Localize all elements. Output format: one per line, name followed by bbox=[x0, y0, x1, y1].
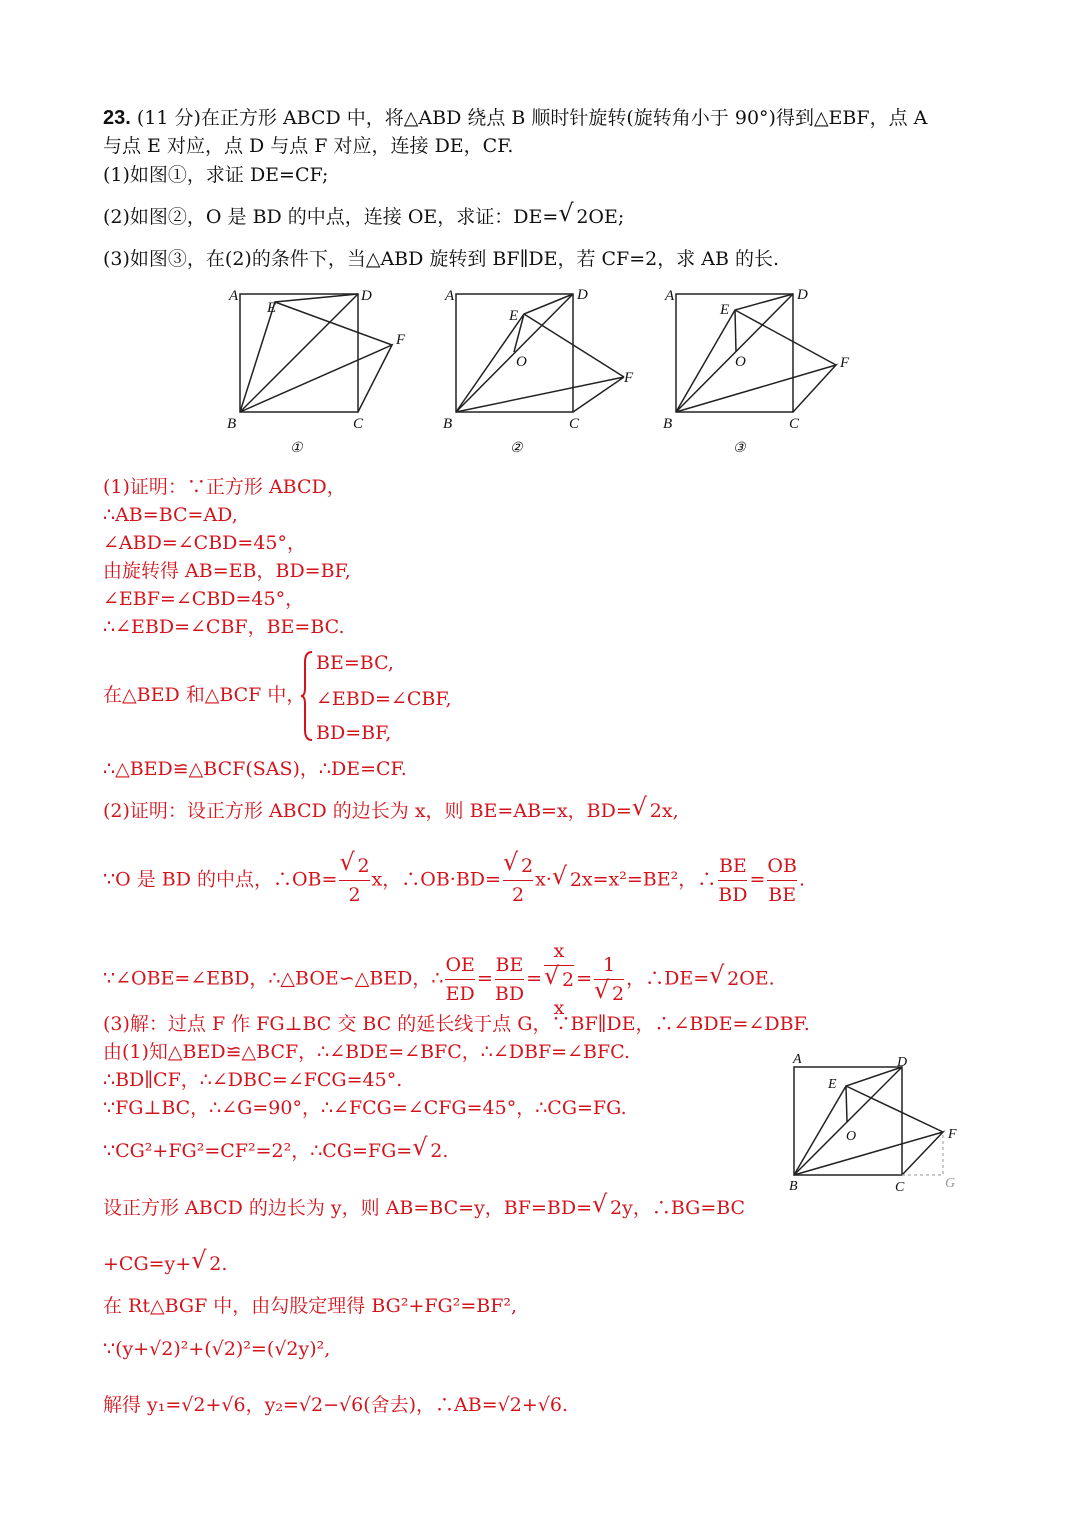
case-2: ∠EBD=∠CBF, bbox=[316, 688, 452, 710]
caption-2: ② bbox=[510, 441, 523, 456]
svg-text:F: F bbox=[948, 1127, 957, 1142]
sol-line-4: 由旋转得 AB=EB，BD=BF, bbox=[103, 560, 351, 582]
question-part-2: (2)如图②，O 是 BD 的中点，连接 OE，求证：DE=√ 2OE; bbox=[103, 204, 624, 230]
question-line-1 bbox=[103, 105, 927, 131]
p3-line-5: ∵CG²+FG²=CF²=2²，∴CG=FG=√ 2. bbox=[103, 1138, 448, 1164]
question-text-1: (11 分)在正方形 ABCD 中，将△ABD 绕点 B 顺时针旋转(旋转角小于 90°)得到△EBF，点 A bbox=[136, 107, 928, 129]
svg-text:B: B bbox=[443, 416, 453, 432]
caption-3: ③ bbox=[733, 441, 746, 456]
label-d: D bbox=[361, 288, 372, 304]
label-e: E bbox=[267, 300, 277, 316]
sol-line-5: ∠EBF=∠CBD=45°， bbox=[103, 588, 305, 610]
svg-text:A: A bbox=[665, 288, 675, 304]
svg-text:O: O bbox=[735, 354, 746, 370]
system-brace bbox=[300, 650, 314, 742]
p2-line-1: (2)证明：设正方形 ABCD 的边长为 x，则 BE=AB=x，BD=√ 2x, bbox=[103, 798, 679, 824]
svg-text:B: B bbox=[789, 1179, 798, 1194]
question-number: 23. bbox=[103, 107, 131, 129]
p3-line-9: ∵(y+√2)²+(√2)²=(√2y)², bbox=[103, 1338, 331, 1360]
p2-line-3: ∵∠OBE=∠EBD，∴△BOE∽△BED，∴ $\frac{OE}{ED}$ = $\frac{BE}{BD}$ = x √ 2 x = 1 √ 2 ，∴DE=√ 2OE. bbox=[103, 937, 775, 1022]
case-3: BD=BF, bbox=[316, 722, 392, 744]
svg-text:E: E bbox=[509, 308, 519, 324]
sol-line-7: 在△BED 和△BCF 中， bbox=[103, 684, 306, 706]
p3-line-2: 由(1)知△BED≌△BCF，∴∠BDE=∠BFC，∴∠DBF=∠BFC. bbox=[103, 1041, 631, 1063]
figure-2 bbox=[436, 282, 646, 457]
question-part-3: (3)如图③，在(2)的条件下，当△ABD 旋转到 BF∥DE，若 CF=2，求 AB 的长. bbox=[103, 248, 780, 270]
sol-line-6: ∴∠EBD=∠CBF，BE=BC. bbox=[103, 616, 345, 638]
figure-3 bbox=[656, 282, 866, 457]
svg-text:D: D bbox=[797, 287, 808, 303]
svg-text:O: O bbox=[846, 1129, 857, 1144]
figure-solution bbox=[780, 1050, 965, 1200]
caption-1: ① bbox=[290, 441, 303, 456]
svg-text:E: E bbox=[828, 1077, 837, 1092]
label-a: A bbox=[229, 288, 239, 304]
p3-line-6: 设正方形 ABCD 的边长为 y，则 AB=BC=y，BF=BD=√ 2y，∴BG=BC bbox=[103, 1195, 745, 1221]
svg-text:G: G bbox=[945, 1176, 956, 1191]
label-b: B bbox=[227, 416, 237, 432]
svg-text:A: A bbox=[793, 1052, 802, 1067]
p3-line-3: ∴BD∥CF，∴∠DBC=∠FCG=45°. bbox=[103, 1069, 403, 1091]
svg-text:F: F bbox=[624, 370, 634, 386]
svg-text:F: F bbox=[840, 355, 850, 371]
svg-text:C: C bbox=[789, 416, 800, 432]
p3-line-10: 解得 y₁=√2+√6，y₂=√2−√6(舍去)，∴AB=√2+√6. bbox=[103, 1394, 568, 1416]
p3-line-1: (3)解：过点 F 作 FG⊥BC 交 BC 的延长线于点 G，∵BF∥DE，∴∠BDE=∠DBF. bbox=[103, 1013, 810, 1035]
sol-line-3: ∠ABD=∠CBD=45°， bbox=[103, 532, 307, 554]
p2-line-2: ∵O 是 BD 的中点，∴OB= √ $\frac{2}{2}$ x，∴OB·BD= √ $\frac{2}{2}$ x·√ 2x=x²=BE²，∴ $\frac{BE}{BD}$ = $\frac{OB}{BE}$ . bbox=[103, 852, 805, 909]
sol-line-2: ∴AB=BC=AD, bbox=[103, 504, 238, 526]
p3-line-8: 在 Rt△BGF 中，由勾股定理得 BG²+FG²=BF², bbox=[103, 1295, 518, 1317]
sol-line-8: ∴△BED≌△BCF(SAS)，∴DE=CF. bbox=[103, 758, 407, 780]
svg-text:C: C bbox=[895, 1180, 905, 1195]
p3-line-7: +CG=y+√ 2. bbox=[103, 1251, 227, 1277]
label-c: C bbox=[353, 416, 364, 432]
p3-line-4: ∵FG⊥BC，∴∠G=90°，∴∠FCG=∠CFG=45°，∴CG=FG. bbox=[103, 1097, 627, 1119]
svg-text:B: B bbox=[663, 416, 673, 432]
question-line-2: 与点 E 对应，点 D 与点 F 对应，连接 DE，CF. bbox=[103, 135, 514, 157]
question-part-1: (1)如图①，求证 DE=CF; bbox=[103, 164, 329, 186]
label-f: F bbox=[396, 332, 406, 348]
svg-text:D: D bbox=[577, 287, 588, 303]
svg-text:O: O bbox=[516, 354, 527, 370]
svg-text:E: E bbox=[720, 302, 730, 318]
case-1: BE=BC, bbox=[316, 652, 394, 674]
figure-1 bbox=[220, 282, 420, 457]
sol-line-1: (1)证明：∵正方形 ABCD， bbox=[103, 476, 346, 498]
svg-text:C: C bbox=[569, 416, 580, 432]
svg-text:A: A bbox=[445, 288, 455, 304]
svg-text:D: D bbox=[897, 1055, 908, 1070]
sqrt-2: √ 2 bbox=[558, 204, 588, 230]
